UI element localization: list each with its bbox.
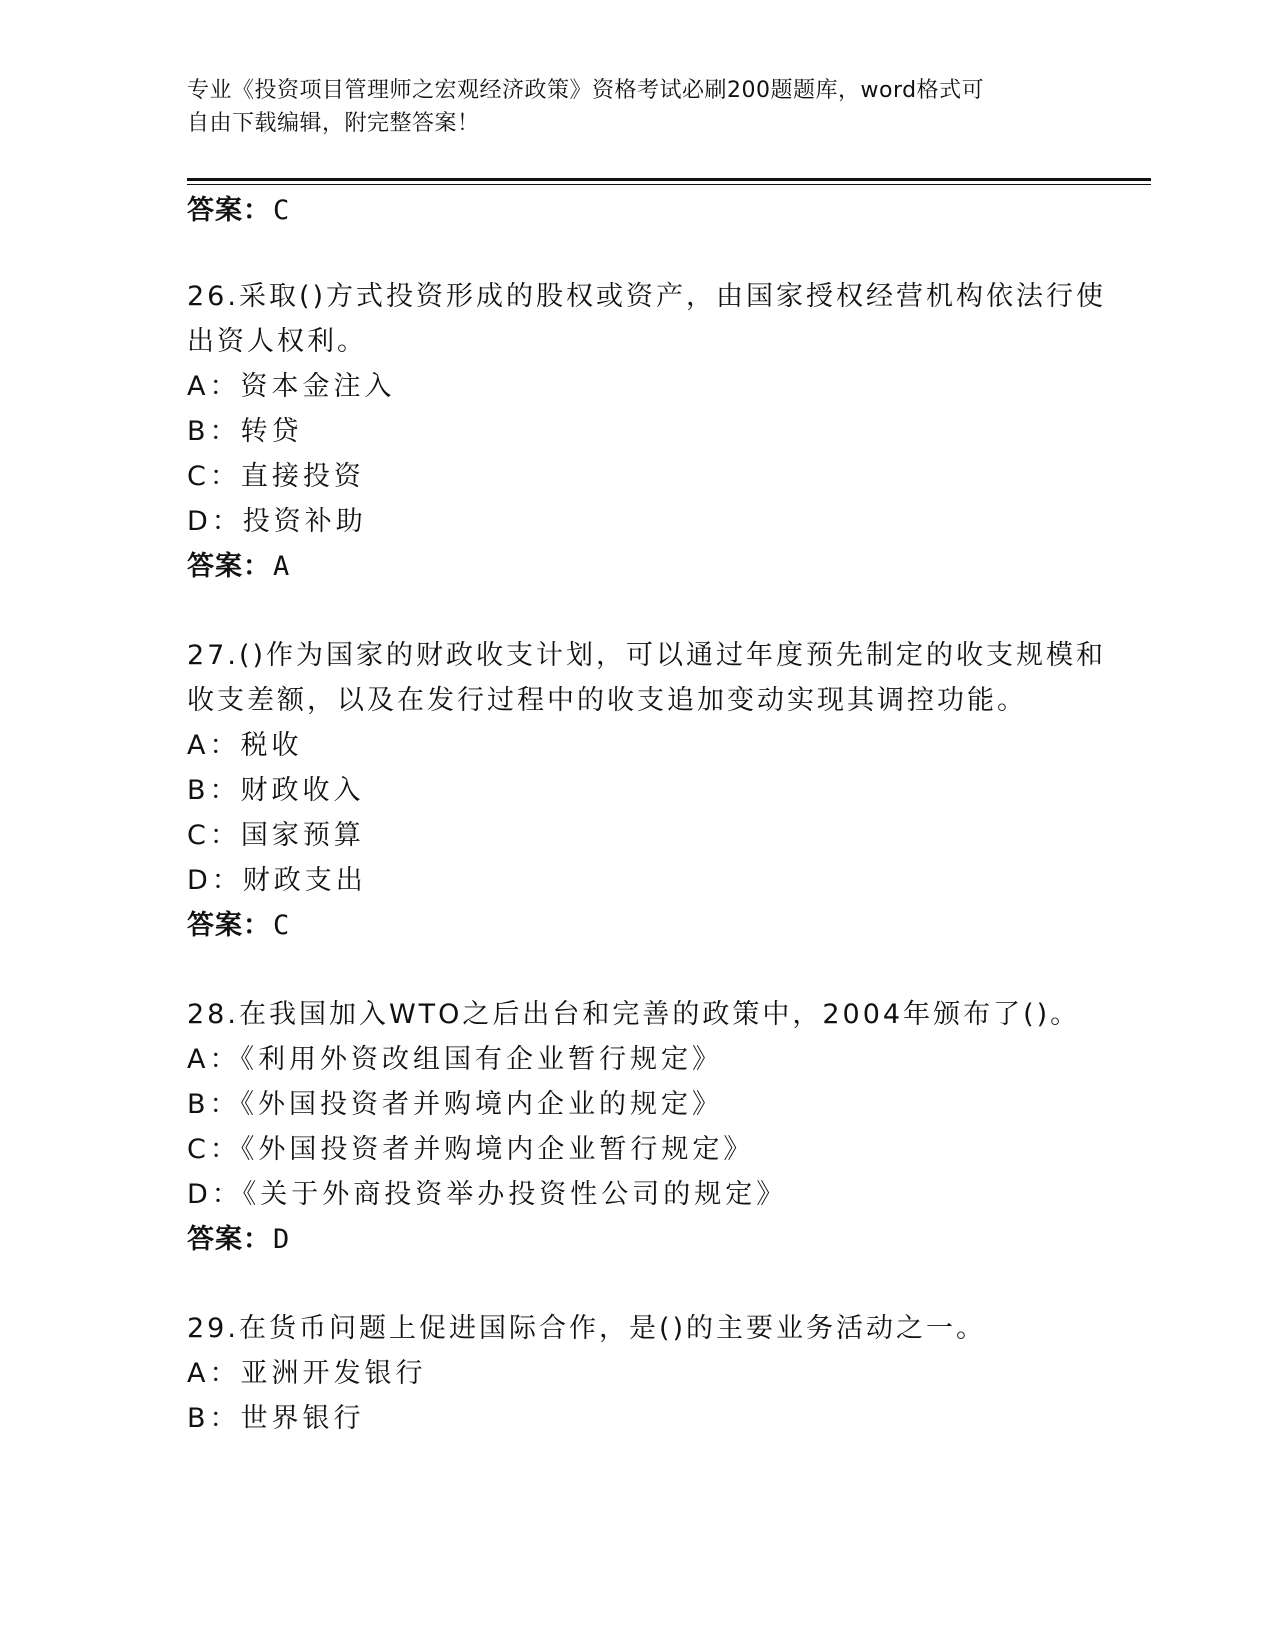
answer-label: 答案： <box>187 551 271 582</box>
answer-label: 答案： <box>187 195 271 226</box>
option-a: A：亚洲开发银行 <box>187 1358 427 1389</box>
header-divider-thick <box>187 178 1151 181</box>
answer-line <box>187 908 290 944</box>
option-c: C：国家预算 <box>187 820 365 851</box>
option-c: C：《外国投资者并购境内企业暂行规定》 <box>187 1134 755 1165</box>
option-b: B：《外国投资者并购境内企业的规定》 <box>187 1089 724 1120</box>
option-d: D：投资补助 <box>187 506 367 537</box>
header-divider-thin <box>187 184 1151 185</box>
option-a: A：资本金注入 <box>187 371 396 402</box>
answer-line <box>187 193 290 229</box>
answer-line <box>187 549 290 585</box>
answer-value: D <box>273 1224 291 1255</box>
question-stem-continued: 出资人权利。 <box>187 326 367 357</box>
question-stem: 29.在货币问题上促进国际合作，是()的主要业务活动之一。 <box>187 1313 987 1344</box>
question-stem-continued: 收支差额，以及在发行过程中的收支追加变动实现其调控功能。 <box>187 685 1027 716</box>
header-line-2: 自由下载编辑，附完整答案！ <box>187 111 480 136</box>
header-line-1: 专业《投资项目管理师之宏观经济政策》资格考试必刷200题题库，word格式可 <box>187 78 985 103</box>
option-b: B：转贷 <box>187 416 303 447</box>
answer-value: C <box>273 195 291 226</box>
answer-label: 答案： <box>187 1224 271 1255</box>
option-c: C：直接投资 <box>187 461 365 492</box>
answer-line <box>187 1222 290 1258</box>
question-stem: 26.采取()方式投资形成的股权或资产，由国家授权经营机构依法行使 <box>187 281 1107 312</box>
answer-value: C <box>273 910 291 941</box>
question-stem: 27.()作为国家的财政收支计划，可以通过年度预先制定的收支规模和 <box>187 640 1107 671</box>
option-a: A：税收 <box>187 730 303 761</box>
document-header <box>187 74 1067 140</box>
option-b: B：财政收入 <box>187 775 365 806</box>
answer-value: A <box>273 551 291 582</box>
answer-label: 答案： <box>187 910 271 941</box>
question-stem: 28.在我国加入WTO之后出台和完善的政策中，2004年颁布了()。 <box>187 999 1081 1030</box>
option-d: D：《关于外商投资举办投资性公司的规定》 <box>187 1179 788 1210</box>
option-d: D：财政支出 <box>187 865 367 896</box>
option-a: A：《利用外资改组国有企业暂行规定》 <box>187 1044 723 1075</box>
option-b: B：世界银行 <box>187 1403 365 1434</box>
